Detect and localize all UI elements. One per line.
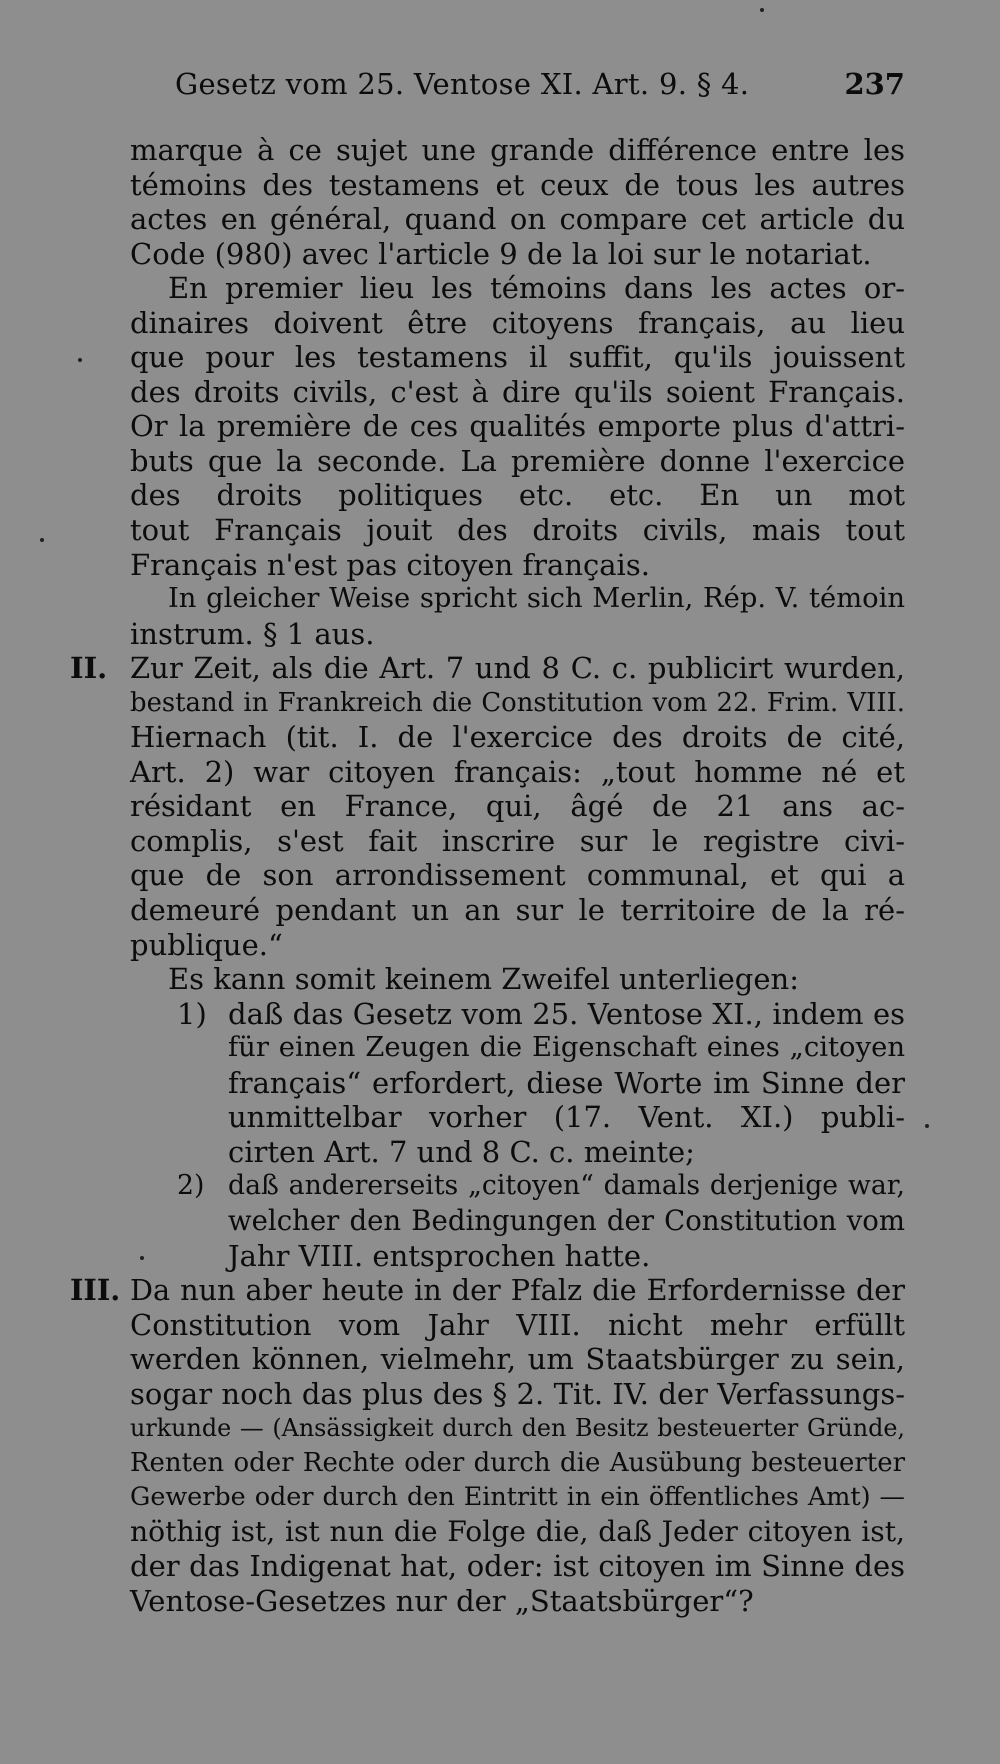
running-title: Gesetz vom 25. Ventose XI. Art. 9. § 4.: [175, 67, 750, 101]
text-line: Es kann somit keinem Zweifel unterliegen:: [168, 962, 799, 997]
text-line: Jahr VIII. entsprochen hatte.: [228, 1238, 651, 1273]
section-marker-iii: III.: [70, 1273, 121, 1308]
text-line: Français n'est pas citoyen français.: [130, 547, 650, 582]
text-line: En premier lieu les témoins dans les actes or-: [168, 271, 905, 306]
section-marker-ii: II.: [70, 651, 108, 686]
page-header: [175, 62, 905, 106]
text-line: Or la première de ces qualités emporte plus d'attri-: [130, 409, 905, 444]
scan-speck: [40, 538, 44, 542]
text-line: publique.“: [130, 927, 283, 962]
text-line: demeuré pendant un an sur le territoire de la ré-: [130, 893, 905, 928]
scan-speck: [140, 1256, 144, 1260]
text-line: que de son arrondissement communal, et qui a: [130, 858, 905, 893]
text-line: résidant en France, qui, âgé de 21 ans ac-: [130, 789, 905, 824]
text-line: bestand in Frankreich die Constitution vom 22. Frim. VIII.: [130, 687, 905, 718]
list-item: [130, 997, 905, 1032]
text-line: nöthig ist, ist nun die Folge die, daß Jeder citoyen ist,: [130, 1514, 905, 1548]
list-number: 1): [177, 996, 207, 1031]
scan-speck: [760, 8, 764, 12]
text-line: [70, 1273, 905, 1308]
text-line: In gleicher Weise spricht sich Merlin, Rép. V. témoin: [168, 583, 905, 615]
text-line: français“ erfordert, diese Worte im Sinne der: [228, 1065, 905, 1100]
text-line: [70, 651, 905, 686]
text-line: werden können, vielmehr, um Staatsbürger zu sein,: [130, 1342, 905, 1377]
list-item: [130, 1169, 905, 1204]
text-line: der das Indigenat hat, oder: ist citoyen im Sinne des: [130, 1549, 905, 1584]
text-line-content: daß das Gesetz vom 25. Ventose XI., indem es: [228, 996, 905, 1031]
text-line: dinaires doivent être citoyens français, au lieu: [130, 305, 905, 340]
text-line: que pour les testamens il suffit, qu'ils jouissent: [130, 340, 905, 375]
text-line: Renten oder Rechte oder durch die Ausübung besteuerter: [130, 1447, 905, 1478]
text-line: unmittelbar vorher (17. Vent. XI.) publi-: [228, 1100, 905, 1135]
scan-speck: [78, 358, 82, 362]
text-line: tout Français jouit des droits civils, mais tout: [130, 513, 905, 548]
text-line: actes en général, quand on compare cet article du: [130, 202, 905, 237]
text-line: Ventose-Gesetzes nur der „Staatsbürger“?: [130, 1583, 754, 1618]
page-body: [70, 133, 905, 1619]
text-line: Hiernach (tit. I. de l'exercice des droits de cité,: [130, 720, 905, 755]
text-line: complis, s'est fait inscrire sur le registre civi-: [130, 823, 905, 858]
text-line: témoins des testamens et ceux de tous les autres: [130, 167, 905, 202]
text-line-content: daß andererseits „citoyen“ damals derjenige war,: [228, 1170, 905, 1202]
page-number: 237: [844, 67, 905, 101]
text-line: Code (980) avec l'article 9 de la loi sur le notariat.: [130, 236, 872, 271]
text-line: des droits civils, c'est à dire qu'ils soient Français.: [130, 374, 905, 409]
text-line: des droits politiques etc. etc. En un mot: [130, 478, 905, 513]
text-line: buts que la seconde. La première donne l'exercice: [130, 443, 905, 478]
text-line: instrum. § 1 aus.: [130, 616, 375, 651]
text-line: cirten Art. 7 und 8 C. c. meinte;: [228, 1134, 695, 1169]
text-line-content: Da nun aber heute in der Pfalz die Erfordernisse der: [130, 1273, 905, 1308]
text-line: Gewerbe oder durch den Eintritt in ein öffentliches Amt) —: [130, 1482, 905, 1513]
text-line: marque à ce sujet une grande différence entre les: [130, 133, 905, 167]
scan-speck: [925, 1124, 929, 1128]
text-line: für einen Zeugen die Eigenschaft eines „citoyen: [228, 1032, 905, 1064]
list-number: 2): [177, 1170, 205, 1202]
text-line: sogar noch das plus des § 2. Tit. IV. der Verfassungs-: [130, 1376, 905, 1411]
text-line: Art. 2) war citoyen français: „tout homme né et: [130, 754, 905, 789]
text-line: Constitution vom Jahr VIII. nicht mehr erfüllt: [130, 1307, 905, 1342]
text-line-content: Zur Zeit, als die Art. 7 und 8 C. c. publicirt wurden,: [130, 651, 905, 686]
text-line: welcher den Bedingungen der Constitution vom: [228, 1204, 905, 1237]
text-line: urkunde — (Ansässigkeit durch den Besitz besteuerter Gründe,: [130, 1414, 905, 1443]
